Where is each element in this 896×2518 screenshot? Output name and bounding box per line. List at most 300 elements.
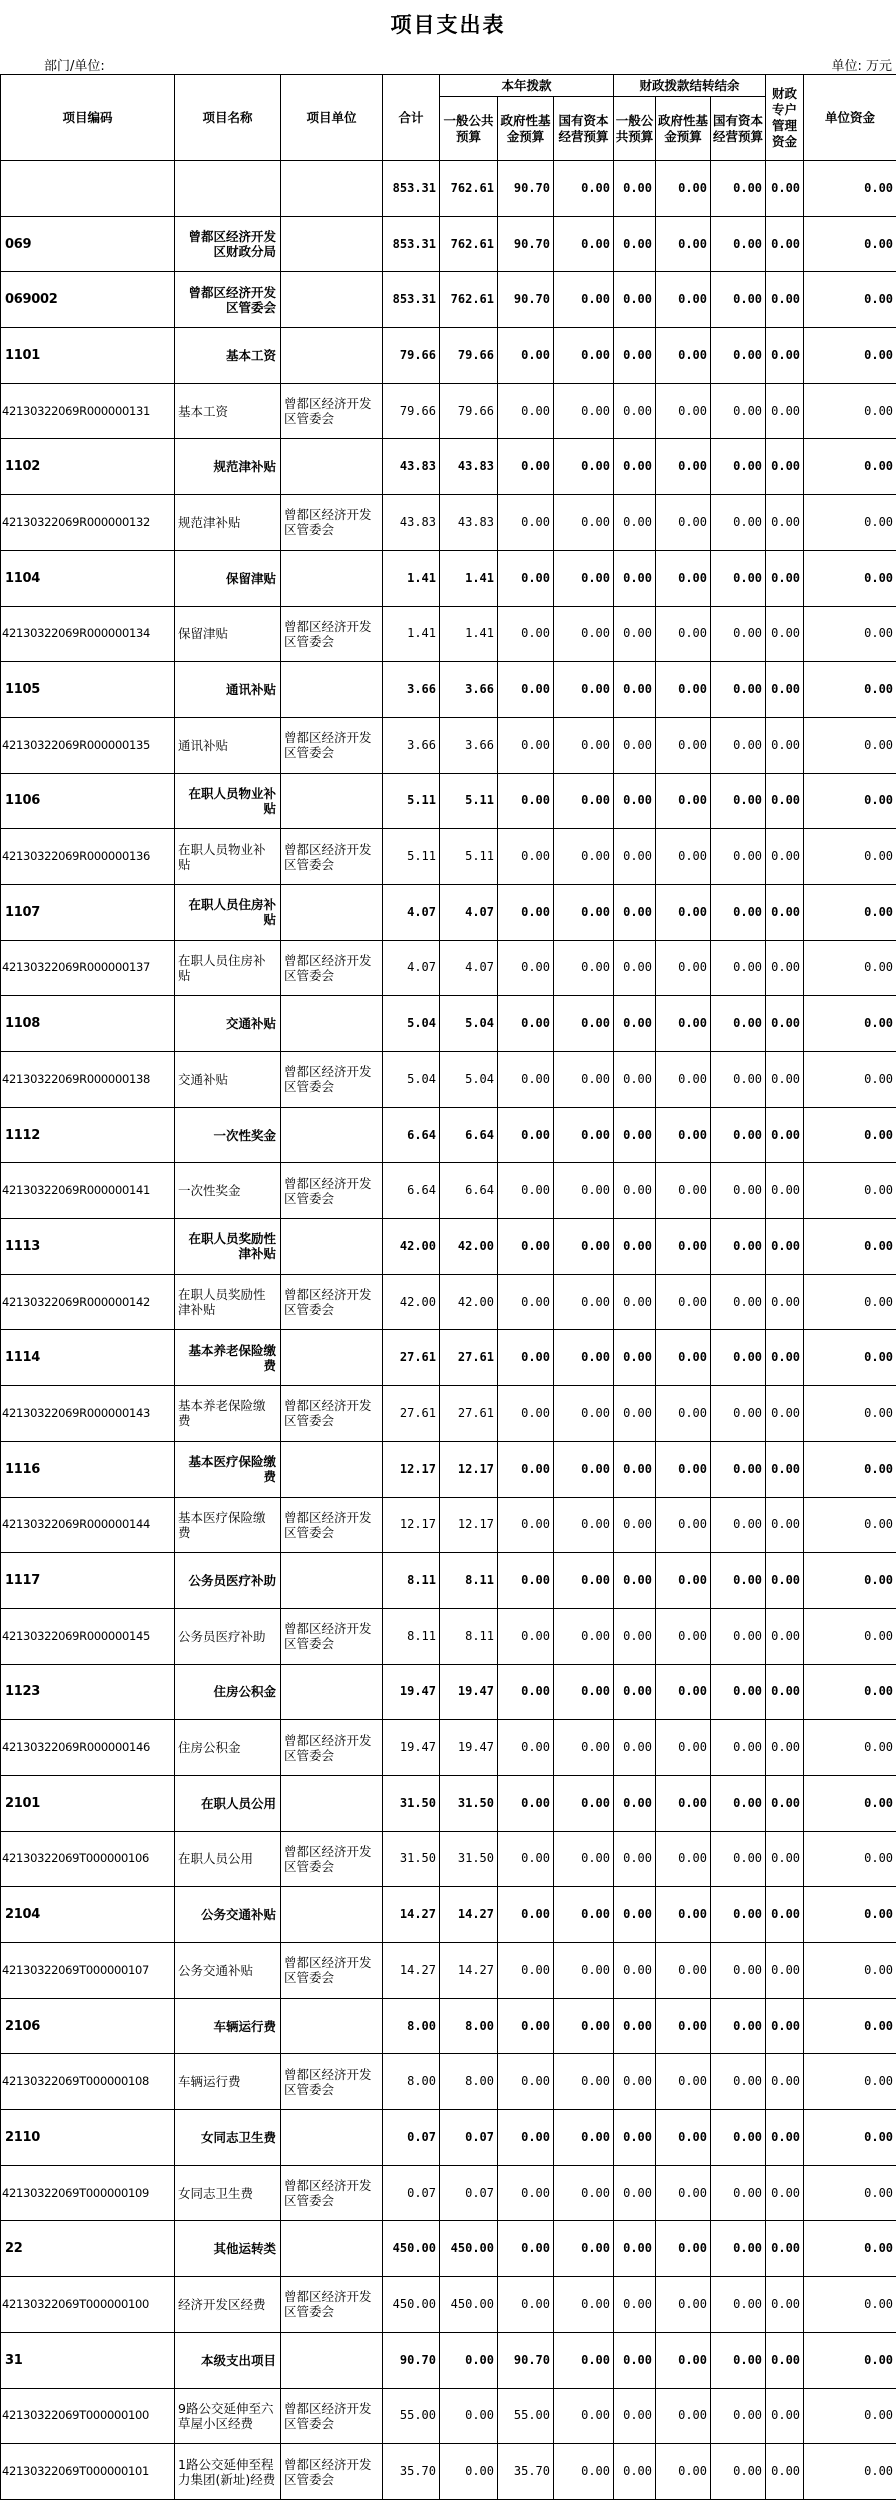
cell-name: 公务员医疗补助 — [175, 1553, 281, 1609]
cell-name: 基本工资 — [175, 383, 281, 439]
cell-value: 0.07 — [383, 2110, 440, 2166]
header-total: 合计 — [383, 75, 440, 161]
cell-value: 0.00 — [614, 940, 656, 996]
cell-value: 0.00 — [711, 550, 766, 606]
cell-name: 基本养老保险缴费 — [175, 1330, 281, 1386]
cell-value: 0.00 — [711, 2444, 766, 2500]
cell-code: 1104 — [1, 550, 175, 606]
cell-name: 经济开发区经费 — [175, 2277, 281, 2333]
cell-value: 0.00 — [614, 550, 656, 606]
table-row — [1, 328, 896, 384]
header-unit: 项目单位 — [281, 75, 383, 161]
cell-value: 0.00 — [711, 383, 766, 439]
cell-value: 5.11 — [383, 773, 440, 829]
cell-value: 0.00 — [498, 1553, 554, 1609]
cell-value: 55.00 — [498, 2388, 554, 2444]
cell-value: 6.64 — [383, 1107, 440, 1163]
cell-value: 4.07 — [383, 940, 440, 996]
cell-value: 0.00 — [656, 717, 711, 773]
cell-value: 0.00 — [554, 662, 614, 718]
cell-value: 12.17 — [440, 1441, 498, 1497]
cell-value: 0.00 — [804, 1441, 896, 1497]
cell-value: 0.00 — [498, 1998, 554, 2054]
cell-unit — [281, 662, 383, 718]
cell-value: 0.00 — [804, 606, 896, 662]
cell-value: 0.00 — [656, 2221, 711, 2277]
cell-value: 0.00 — [498, 940, 554, 996]
cell-unit: 曾都区经济开发区管委会 — [281, 717, 383, 773]
cell-value: 0.00 — [711, 1720, 766, 1776]
cell-value: 0.00 — [614, 1943, 656, 1999]
cell-value: 0.00 — [804, 1219, 896, 1275]
cell-value: 0.00 — [711, 1775, 766, 1831]
table-row — [1, 1107, 896, 1163]
header-general: 一般公共预算 — [440, 97, 498, 161]
cell-value: 0.00 — [614, 1608, 656, 1664]
cell-value: 27.61 — [440, 1386, 498, 1442]
cell-value: 27.61 — [383, 1330, 440, 1386]
cell-value: 0.00 — [804, 1330, 896, 1386]
table-row — [1, 1775, 896, 1831]
cell-value: 0.00 — [766, 1052, 804, 1108]
cell-value: 0.07 — [383, 2165, 440, 2221]
table-row — [1, 2054, 896, 2110]
cell-value: 42.00 — [383, 1219, 440, 1275]
cell-value: 0.00 — [804, 662, 896, 718]
cell-value: 0.00 — [614, 2221, 656, 2277]
table-row — [1, 161, 896, 217]
cell-value: 0.00 — [498, 2221, 554, 2277]
cell-value: 0.07 — [440, 2110, 498, 2166]
cell-value: 0.00 — [498, 495, 554, 551]
cell-value: 0.00 — [614, 1775, 656, 1831]
cell-value: 0.00 — [656, 328, 711, 384]
unit-label: 单位: 万元 — [831, 59, 892, 74]
cell-value: 43.83 — [440, 495, 498, 551]
cell-value: 43.83 — [383, 439, 440, 495]
cell-unit — [281, 272, 383, 328]
cell-value: 0.00 — [614, 1998, 656, 2054]
table-row — [1, 606, 896, 662]
cell-value: 43.83 — [383, 495, 440, 551]
cell-value: 0.00 — [711, 2110, 766, 2166]
cell-value: 0.00 — [804, 1775, 896, 1831]
cell-value: 0.00 — [614, 996, 656, 1052]
cell-unit — [281, 884, 383, 940]
cell-value: 0.00 — [766, 2165, 804, 2221]
cell-value: 0.00 — [554, 1330, 614, 1386]
cell-value: 0.00 — [614, 662, 656, 718]
cell-value: 43.83 — [440, 439, 498, 495]
cell-value: 0.00 — [766, 940, 804, 996]
cell-value: 0.00 — [766, 1887, 804, 1943]
cell-value: 0.00 — [766, 2388, 804, 2444]
cell-value: 0.00 — [711, 940, 766, 996]
cell-value: 0.00 — [498, 1274, 554, 1330]
cell-value: 14.27 — [440, 1887, 498, 1943]
header-group-carry: 财政拨款结转结余 — [614, 75, 766, 97]
cell-value: 0.00 — [656, 884, 711, 940]
cell-value: 0.00 — [656, 1775, 711, 1831]
table-row — [1, 940, 896, 996]
cell-value: 31.50 — [440, 1831, 498, 1887]
cell-name: 曾都区经济开发区管委会 — [175, 272, 281, 328]
table-row — [1, 1497, 896, 1553]
cell-value: 0.00 — [711, 1664, 766, 1720]
cell-name: 通讯补贴 — [175, 662, 281, 718]
table-row — [1, 216, 896, 272]
cell-value: 5.04 — [383, 996, 440, 1052]
cell-value: 12.17 — [383, 1497, 440, 1553]
cell-value: 0.00 — [498, 1330, 554, 1386]
cell-value: 0.00 — [656, 1608, 711, 1664]
cell-value: 0.00 — [711, 1553, 766, 1609]
cell-value: 6.64 — [440, 1163, 498, 1219]
cell-value: 0.00 — [656, 662, 711, 718]
cell-value: 0.00 — [804, 161, 896, 217]
cell-value: 8.11 — [383, 1608, 440, 1664]
cell-value: 0.00 — [554, 2332, 614, 2388]
cell-name: 一次性奖金 — [175, 1107, 281, 1163]
cell-value: 0.00 — [656, 495, 711, 551]
cell-code: 1113 — [1, 1219, 175, 1275]
cell-value: 0.00 — [614, 161, 656, 217]
cell-value: 0.00 — [554, 1386, 614, 1442]
cell-value: 0.00 — [766, 773, 804, 829]
cell-unit — [281, 1887, 383, 1943]
cell-code: 2104 — [1, 1887, 175, 1943]
cell-value: 0.00 — [766, 884, 804, 940]
cell-value: 0.00 — [498, 2277, 554, 2333]
cell-value: 0.00 — [656, 1330, 711, 1386]
cell-value: 0.00 — [498, 884, 554, 940]
cell-code: 1102 — [1, 439, 175, 495]
cell-value: 0.00 — [711, 328, 766, 384]
cell-value: 35.70 — [383, 2444, 440, 2500]
cell-value: 3.66 — [440, 662, 498, 718]
cell-value: 0.00 — [614, 2110, 656, 2166]
cell-value: 0.00 — [711, 161, 766, 217]
cell-value: 0.00 — [614, 272, 656, 328]
cell-unit — [281, 161, 383, 217]
cell-value: 0.00 — [656, 1107, 711, 1163]
cell-value: 0.00 — [711, 495, 766, 551]
cell-unit — [281, 328, 383, 384]
table-row — [1, 662, 896, 718]
table-row — [1, 272, 896, 328]
cell-value: 1.41 — [440, 606, 498, 662]
cell-value: 450.00 — [440, 2221, 498, 2277]
cell-value: 19.47 — [383, 1664, 440, 1720]
table-row — [1, 1998, 896, 2054]
header-code: 项目编码 — [1, 75, 175, 161]
cell-code: 1112 — [1, 1107, 175, 1163]
cell-value: 0.00 — [656, 940, 711, 996]
cell-value: 0.00 — [614, 1386, 656, 1442]
cell-value: 0.00 — [614, 495, 656, 551]
cell-code: 42130322069R000000132 — [1, 495, 175, 551]
cell-value: 0.00 — [656, 2388, 711, 2444]
cell-value: 0.00 — [804, 2444, 896, 2500]
cell-value: 0.00 — [711, 1943, 766, 1999]
cell-value: 0.00 — [656, 773, 711, 829]
cell-value: 12.17 — [440, 1497, 498, 1553]
cell-code: 42130322069T000000106 — [1, 1831, 175, 1887]
cell-unit: 曾都区经济开发区管委会 — [281, 1163, 383, 1219]
cell-value: 0.00 — [614, 439, 656, 495]
table-row — [1, 1553, 896, 1609]
cell-value: 0.00 — [614, 1887, 656, 1943]
cell-value: 0.00 — [656, 2165, 711, 2221]
cell-value: 0.00 — [804, 996, 896, 1052]
cell-name: 住房公积金 — [175, 1720, 281, 1776]
cell-value: 0.00 — [656, 1163, 711, 1219]
cell-value: 0.00 — [766, 1441, 804, 1497]
cell-value: 0.00 — [656, 1497, 711, 1553]
cell-value: 0.00 — [711, 216, 766, 272]
cell-value: 0.00 — [804, 2388, 896, 2444]
cell-unit: 曾都区经济开发区管委会 — [281, 1943, 383, 1999]
cell-name: 车辆运行费 — [175, 2054, 281, 2110]
cell-unit — [281, 1441, 383, 1497]
cell-code: 42130322069R000000131 — [1, 383, 175, 439]
cell-value: 0.00 — [498, 2165, 554, 2221]
cell-value: 3.66 — [440, 717, 498, 773]
cell-value: 0.00 — [766, 216, 804, 272]
cell-value: 0.00 — [804, 940, 896, 996]
cell-value: 0.00 — [554, 2110, 614, 2166]
cell-value: 0.00 — [656, 2332, 711, 2388]
cell-value: 0.00 — [614, 606, 656, 662]
cell-value: 0.00 — [766, 1163, 804, 1219]
header-carry-general: 一般公共预算 — [614, 97, 656, 161]
cell-value: 8.00 — [383, 1998, 440, 2054]
cell-unit: 曾都区经济开发区管委会 — [281, 2277, 383, 2333]
cell-name: 保留津贴 — [175, 606, 281, 662]
table-row — [1, 996, 896, 1052]
cell-value: 0.00 — [554, 1219, 614, 1275]
header-group-current: 本年拨款 — [440, 75, 614, 97]
cell-unit: 曾都区经济开发区管委会 — [281, 2444, 383, 2500]
cell-unit — [281, 2332, 383, 2388]
table-row — [1, 495, 896, 551]
cell-code: 42130322069T000000108 — [1, 2054, 175, 2110]
cell-value: 0.00 — [711, 1163, 766, 1219]
cell-unit: 曾都区经济开发区管委会 — [281, 940, 383, 996]
cell-code: 2101 — [1, 1775, 175, 1831]
table-row — [1, 773, 896, 829]
cell-value: 0.00 — [711, 662, 766, 718]
cell-value: 6.64 — [383, 1163, 440, 1219]
cell-value: 5.11 — [440, 773, 498, 829]
cell-value: 0.00 — [804, 773, 896, 829]
table-row — [1, 1330, 896, 1386]
cell-code — [1, 161, 175, 217]
cell-value: 0.00 — [614, 2388, 656, 2444]
cell-unit: 曾都区经济开发区管委会 — [281, 829, 383, 885]
cell-name: 通讯补贴 — [175, 717, 281, 773]
cell-unit: 曾都区经济开发区管委会 — [281, 1052, 383, 1108]
cell-code: 2110 — [1, 2110, 175, 2166]
cell-value: 19.47 — [440, 1664, 498, 1720]
cell-value: 79.66 — [440, 328, 498, 384]
cell-value: 0.00 — [554, 550, 614, 606]
cell-value: 0.00 — [804, 2110, 896, 2166]
cell-unit — [281, 2221, 383, 2277]
cell-value: 0.00 — [614, 1831, 656, 1887]
cell-value: 0.00 — [656, 1887, 711, 1943]
cell-value: 6.64 — [440, 1107, 498, 1163]
cell-value: 55.00 — [383, 2388, 440, 2444]
cell-value: 0.00 — [554, 829, 614, 885]
cell-value: 0.00 — [656, 216, 711, 272]
cell-unit — [281, 1330, 383, 1386]
meta-bar — [0, 52, 896, 74]
cell-value: 0.00 — [804, 439, 896, 495]
cell-value: 0.00 — [656, 439, 711, 495]
cell-value: 4.07 — [440, 884, 498, 940]
cell-value: 0.00 — [656, 2110, 711, 2166]
cell-value: 0.00 — [711, 1608, 766, 1664]
cell-value: 0.00 — [554, 216, 614, 272]
cell-value: 42.00 — [440, 1274, 498, 1330]
cell-name: 在职人员公用 — [175, 1831, 281, 1887]
cell-value: 42.00 — [383, 1274, 440, 1330]
cell-code: 42130322069T000000100 — [1, 2388, 175, 2444]
cell-value: 0.00 — [656, 161, 711, 217]
cell-value: 0.00 — [766, 1664, 804, 1720]
cell-value: 0.00 — [498, 383, 554, 439]
cell-value: 0.00 — [711, 272, 766, 328]
cell-value: 0.00 — [804, 272, 896, 328]
cell-value: 0.00 — [766, 550, 804, 606]
cell-name: 女同志卫生费 — [175, 2110, 281, 2166]
cell-value: 0.00 — [804, 216, 896, 272]
cell-code: 42130322069R000000137 — [1, 940, 175, 996]
cell-code: 42130322069R000000134 — [1, 606, 175, 662]
cell-value: 0.00 — [656, 606, 711, 662]
cell-value: 0.00 — [804, 1943, 896, 1999]
cell-value: 0.00 — [554, 996, 614, 1052]
cell-value: 0.00 — [656, 383, 711, 439]
table-row — [1, 717, 896, 773]
cell-value: 0.00 — [711, 1219, 766, 1275]
cell-value: 0.00 — [766, 1330, 804, 1386]
cell-value: 0.00 — [498, 1107, 554, 1163]
cell-name — [175, 161, 281, 217]
cell-value: 0.00 — [804, 1274, 896, 1330]
cell-value: 0.00 — [766, 1608, 804, 1664]
cell-value: 0.00 — [498, 1831, 554, 1887]
cell-value: 0.00 — [554, 161, 614, 217]
cell-value: 0.00 — [498, 1163, 554, 1219]
cell-value: 0.00 — [554, 495, 614, 551]
cell-value: 0.00 — [711, 1107, 766, 1163]
cell-value: 79.66 — [383, 383, 440, 439]
cell-code: 42130322069R000000143 — [1, 1386, 175, 1442]
cell-value: 79.66 — [440, 383, 498, 439]
cell-value: 0.00 — [804, 1664, 896, 1720]
cell-value: 1.41 — [383, 550, 440, 606]
cell-value: 0.00 — [554, 2054, 614, 2110]
cell-value: 3.66 — [383, 662, 440, 718]
table-row — [1, 884, 896, 940]
cell-value: 0.00 — [766, 606, 804, 662]
table-body — [1, 161, 896, 2500]
page-title: 项目支出表 — [390, 13, 506, 37]
cell-value: 19.47 — [440, 1720, 498, 1776]
cell-value: 0.00 — [554, 1441, 614, 1497]
cell-value: 90.70 — [498, 272, 554, 328]
header-name: 项目名称 — [175, 75, 281, 161]
cell-value: 0.00 — [656, 1386, 711, 1442]
cell-value: 0.00 — [554, 940, 614, 996]
cell-unit: 曾都区经济开发区管委会 — [281, 1386, 383, 1442]
cell-value: 1.41 — [440, 550, 498, 606]
cell-value: 0.00 — [554, 383, 614, 439]
cell-name: 在职人员住房补贴 — [175, 940, 281, 996]
cell-value: 8.00 — [383, 2054, 440, 2110]
table-row — [1, 1274, 896, 1330]
cell-value: 0.00 — [656, 1664, 711, 1720]
expenditure-table — [0, 74, 896, 2500]
cell-value: 35.70 — [498, 2444, 554, 2500]
cell-value: 90.70 — [498, 216, 554, 272]
cell-value: 12.17 — [383, 1441, 440, 1497]
cell-value: 0.00 — [656, 996, 711, 1052]
cell-value: 8.11 — [440, 1608, 498, 1664]
table-row — [1, 2165, 896, 2221]
cell-value: 0.00 — [804, 2277, 896, 2333]
cell-value: 0.00 — [554, 1107, 614, 1163]
cell-value: 0.00 — [554, 1497, 614, 1553]
table-row — [1, 1052, 896, 1108]
cell-name: 基本医疗保险缴费 — [175, 1441, 281, 1497]
cell-unit — [281, 1775, 383, 1831]
cell-value: 0.07 — [440, 2165, 498, 2221]
cell-value: 0.00 — [614, 2332, 656, 2388]
cell-name: 曾都区经济开发区财政分局 — [175, 216, 281, 272]
cell-value: 31.50 — [383, 1775, 440, 1831]
cell-value: 0.00 — [656, 2444, 711, 2500]
cell-value: 0.00 — [498, 1386, 554, 1442]
cell-value: 0.00 — [656, 1720, 711, 1776]
cell-unit — [281, 996, 383, 1052]
table-row — [1, 2277, 896, 2333]
cell-value: 0.00 — [656, 2277, 711, 2333]
cell-unit: 曾都区经济开发区管委会 — [281, 1497, 383, 1553]
cell-value: 0.00 — [711, 1274, 766, 1330]
cell-name: 交通补贴 — [175, 996, 281, 1052]
cell-code: 1105 — [1, 662, 175, 718]
cell-code: 1106 — [1, 773, 175, 829]
cell-value: 0.00 — [614, 216, 656, 272]
cell-value: 0.00 — [711, 1998, 766, 2054]
cell-value: 0.00 — [766, 2110, 804, 2166]
cell-name: 基本工资 — [175, 328, 281, 384]
cell-value: 0.00 — [554, 2277, 614, 2333]
cell-value: 0.00 — [766, 829, 804, 885]
cell-value: 0.00 — [656, 1998, 711, 2054]
cell-value: 762.61 — [440, 216, 498, 272]
cell-code: 1101 — [1, 328, 175, 384]
cell-name: 在职人员物业补贴 — [175, 773, 281, 829]
cell-value: 0.00 — [711, 2332, 766, 2388]
cell-value: 0.00 — [711, 773, 766, 829]
cell-code: 42130322069T000000101 — [1, 2444, 175, 2500]
cell-value: 450.00 — [383, 2221, 440, 2277]
cell-value: 0.00 — [498, 439, 554, 495]
